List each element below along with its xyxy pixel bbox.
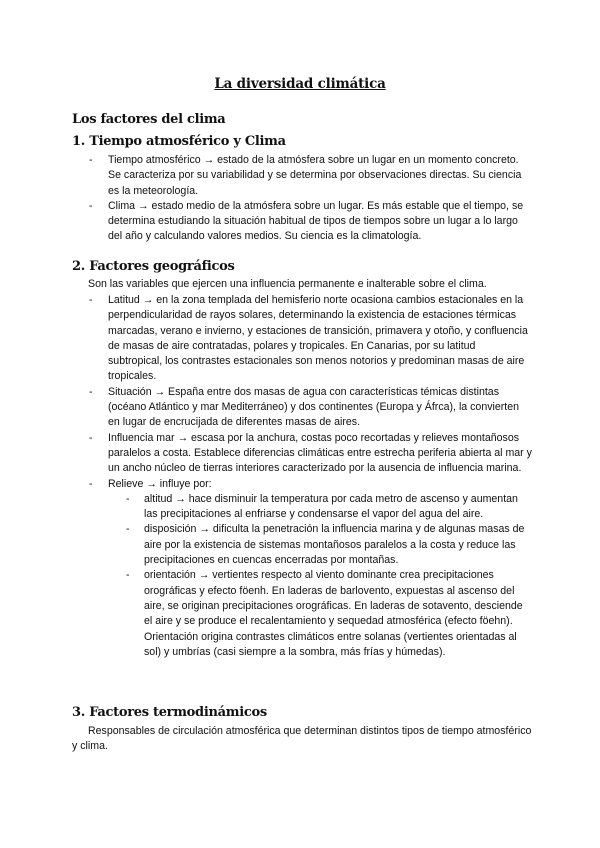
heading-section-2: 2. Factores geográficos [72,259,235,274]
list-item-latitud: - Latitud → en la zona templada del hemisferio norte ocasiona cambios estacionales en la perpendicularidad de rayos solares, determinando la existencia de estaciones térmicas marcadas, verano e invierno, y estaciones de transición, primavera y otoño, y confluencia de masas de aire contratadas, polares y tropicales. En Canarias, por su latitud subtropical, los contrastes estacionales son menos notorios y predominan masas de aire tropicales. [72,293,532,385]
relieve-label: Relieve → influye por: [108,477,212,490]
list-item-clima: - Clima → estado medio de la atmósfera sobre un lugar. Es más estable que el tiempo, se determina estudiando la situación habitual de tipos de tiempos sobre un lugar a lo largo del año y calculando valores medios. Su ciencia es la climatología. [72,199,532,245]
subitem-disposicion: - disposición → dificulta la penetración la influencia marina y de algunas masas de aire por la existencia de sistemas montañosos paralelos a la costa y reduce las precipitaciones en cuencas encerradas por montañas. [108,522,532,568]
section-1-list [72,153,532,245]
section-2-list [72,293,532,660]
relieve-sublist [108,492,532,660]
subitem-orientacion: - orientación → vertientes respecto al viento dominante crea precipitaciones orográficas y efecto föenh. En laderas de barlovento, expuestas al ascenso del aire, se originan precipitaciones orográficas. En laderas de sotavento, desciende el aire y se produce el recalentamiento y sequedad atmosférica (efecto föehn). Orientación origina contrastes climáticos entre solanas (vertientes orientadas al sol) y umbrías (casi siempre a la sombra, más frías y húmedas). [108,568,532,660]
list-item-relieve [72,477,532,661]
list-item-tiempo: - Tiempo atmosférico → estado de la atmósfera sobre un lugar en un momento concreto. Se caracteriza por su variabilidad y se determina por observaciones directas. Su ciencia es la meteorología. [72,153,532,199]
heading-section-1: 1. Tiempo atmosférico y Clima [72,134,286,149]
document-title: La diversidad climática [214,76,386,92]
heading-section-3: 3. Factores termodinámicos [72,705,267,720]
list-item-influencia-mar: - Influencia mar → escasa por la anchura, costas poco recortadas y relieves montañosos paralelos a costa. Establece diferencias climáticas entre estrecha periferia abierta al mar y un ancho núcleo de tierras interiores caracterizado por la ausencia de influencia marina. [72,431,532,477]
subitem-altitud: - altitud → hace disminuir la temperatura por cada metro de ascenso y aumentan las precipitaciones al enfriarse y condensarse el vapor del agua del aire. [108,492,532,523]
section-3-text: Responsables de circulación atmosférica que determinan distintos tipos de tiempo atmosférico y clima. [72,725,532,753]
list-item-situacion: - Situación → España entre dos masas de agua con características témicas distintas (océano Atlántico y mar Mediterráneo) y dos continentes (Europa y Áfrca), la convierten en lugar de encrucijada de diferentes masas de aires. [72,385,532,431]
heading-factores: Los factores del clima [72,112,226,127]
section-2-intro: Son las variables que ejercen una influencia permanente e inalterable sobre el clima. [88,278,487,290]
